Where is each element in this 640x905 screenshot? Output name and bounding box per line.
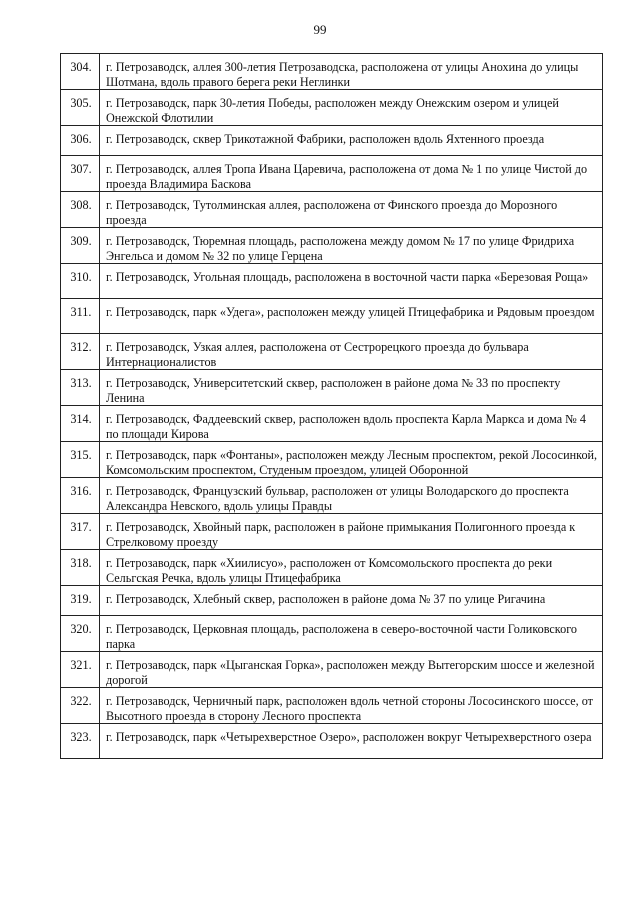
row-number: 309. xyxy=(61,228,100,264)
row-description: г. Петрозаводск, аллея 300-летия Петрозаводска, расположена от улицы Анохина до улицы Шотмана, вдоль правого берега реки Неглинки xyxy=(100,54,603,90)
row-number: 322. xyxy=(61,688,100,724)
table-row xyxy=(61,54,603,90)
row-number: 315. xyxy=(61,442,100,478)
table-row xyxy=(61,156,603,192)
row-description: г. Петрозаводск, Хвойный парк, расположен в районе примыкания Полигонного проезда к Стрелковому проезду xyxy=(100,514,603,550)
row-description: г. Петрозаводск, Фаддеевский сквер, расположен вдоль проспекта Карла Маркса и дома № 4 по площади Кирова xyxy=(100,406,603,442)
row-description: г. Петрозаводск, парк «Фонтаны», расположен между Лесным проспектом, рекой Лососинкой, Комсомольским проспектом, Студеным проездом, улицей Оборонной xyxy=(100,442,603,478)
row-description: г. Петрозаводск, Узкая аллея, расположена от Сестрорецкого проезда до бульвара Интернационалистов xyxy=(100,334,603,370)
row-number: 318. xyxy=(61,550,100,586)
row-description: г. Петрозаводск, Церковная площадь, расположена в северо-восточной части Голиковского парка xyxy=(100,616,603,652)
row-description: г. Петрозаводск, Тутолминская аллея, расположена от Финского проезда до Морозного проезда xyxy=(100,192,603,228)
table-row xyxy=(61,442,603,478)
row-number: 311. xyxy=(61,299,100,334)
row-number: 312. xyxy=(61,334,100,370)
table-row xyxy=(61,126,603,156)
table-row xyxy=(61,299,603,334)
row-description: г. Петрозаводск, Французский бульвар, расположен от улицы Володарского до проспекта Александра Невского, вдоль улицы Правды xyxy=(100,478,603,514)
row-description: г. Петрозаводск, Угольная площадь, расположена в восточной части парка «Березовая Роща» xyxy=(100,264,603,299)
row-number: 308. xyxy=(61,192,100,228)
table-row xyxy=(61,688,603,724)
table-row xyxy=(61,192,603,228)
row-number: 316. xyxy=(61,478,100,514)
row-description: г. Петрозаводск, аллея Тропа Ивана Царевича, расположена от дома № 1 по улице Чистой до проезда Владимира Баскова xyxy=(100,156,603,192)
table-row xyxy=(61,370,603,406)
table-row xyxy=(61,90,603,126)
row-description: г. Петрозаводск, Хлебный сквер, расположен в районе дома № 37 по улице Ригачина xyxy=(100,586,603,616)
places-table xyxy=(60,53,603,759)
table-row xyxy=(61,264,603,299)
row-description: г. Петрозаводск, парк «Хиилисуо», расположен от Комсомольского проспекта до реки Сельгская Речка, вдоль улицы Птицефабрика xyxy=(100,550,603,586)
row-number: 310. xyxy=(61,264,100,299)
table-row xyxy=(61,334,603,370)
row-number: 319. xyxy=(61,586,100,616)
table-row xyxy=(61,406,603,442)
row-description: г. Петрозаводск, парк «Четырехверстное Озеро», расположен вокруг Четырехверстного озера xyxy=(100,724,603,759)
table-row xyxy=(61,228,603,264)
table-row xyxy=(61,586,603,616)
table-row xyxy=(61,724,603,759)
page-number: 99 xyxy=(313,22,327,37)
row-number: 306. xyxy=(61,126,100,156)
row-number: 304. xyxy=(61,54,100,90)
row-number: 314. xyxy=(61,406,100,442)
row-description: г. Петрозаводск, Университетский сквер, расположен в районе дома № 33 по проспекту Ленина xyxy=(100,370,603,406)
row-number: 320. xyxy=(61,616,100,652)
row-number: 317. xyxy=(61,514,100,550)
row-number: 313. xyxy=(61,370,100,406)
row-description: г. Петрозаводск, парк «Удега», расположен между улицей Птицефабрика и Рядовым проездом xyxy=(100,299,603,334)
row-description: г. Петрозаводск, Тюремная площадь, расположена между домом № 17 по улице Фридриха Энгельса и домом № 32 по улице Герцена xyxy=(100,228,603,264)
row-number: 321. xyxy=(61,652,100,688)
row-description: г. Петрозаводск, парк 30-летия Победы, расположен между Онежским озером и улицей Онежской Флотилии xyxy=(100,90,603,126)
table-row xyxy=(61,550,603,586)
table-row xyxy=(61,616,603,652)
row-number: 305. xyxy=(61,90,100,126)
row-description: г. Петрозаводск, парк «Цыганская Горка», расположен между Вытегорским шоссе и железной дорогой xyxy=(100,652,603,688)
table-row xyxy=(61,514,603,550)
row-number: 307. xyxy=(61,156,100,192)
table-row xyxy=(61,652,603,688)
row-description: г. Петрозаводск, Черничный парк, расположен вдоль четной стороны Лососинского шоссе, от Высотного проезда в сторону Лесного проспекта xyxy=(100,688,603,724)
row-number: 323. xyxy=(61,724,100,759)
row-description: г. Петрозаводск, сквер Трикотажной Фабрики, расположен вдоль Яхтенного проезда xyxy=(100,126,603,156)
table-row xyxy=(61,478,603,514)
